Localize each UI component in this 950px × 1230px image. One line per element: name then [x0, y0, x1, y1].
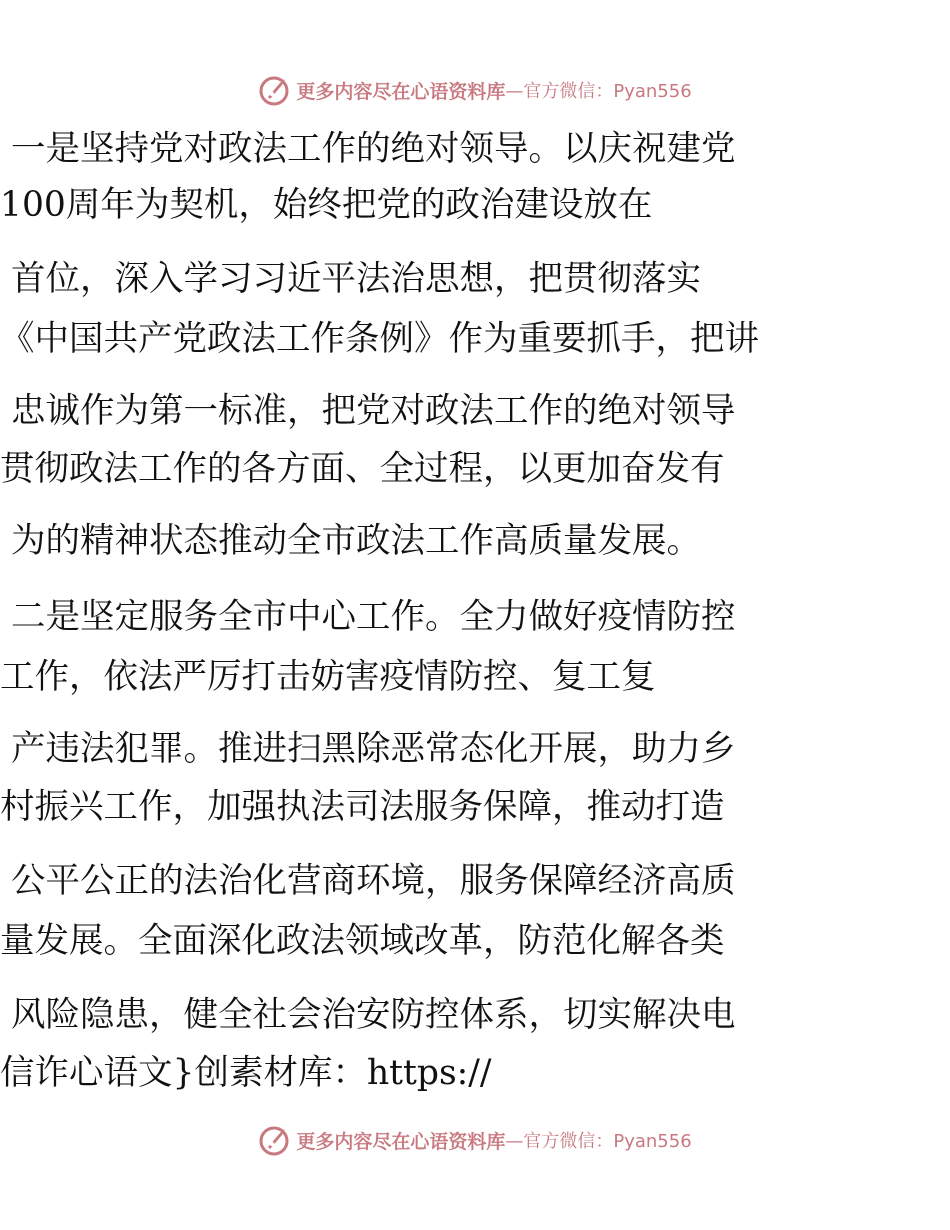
body-line: 工作，依法严厉打击妨害疫情防控、复工复	[0, 657, 656, 697]
footer-watermark-banner	[0, 1122, 950, 1158]
banner-lead-text: 更多内容尽在心语资料库	[296, 80, 506, 103]
body-line: 为的精神状态推动全市政法工作高质量发展。	[0, 521, 701, 561]
body-line: 信诈心语文}创素材库：https://	[0, 1053, 492, 1093]
body-line: 公平公正的法治化营商环境，服务保障经济高质	[0, 861, 736, 901]
body-line: 一是坚持党对政法工作的绝对领导。以庆祝建党	[0, 129, 736, 169]
body-line: 量发展。全面深化政法领域改革，防范化解各类	[0, 921, 725, 961]
body-line: 产违法犯罪。推进扫黑除恶常态化开展，助力乡	[0, 729, 736, 769]
banner-wechat-text: —官方微信：Pyan556	[505, 81, 692, 102]
banner-lead-text: 更多内容尽在心语资料库	[296, 1130, 506, 1153]
body-line: 风险隐患，健全社会治安防控体系，切实解决电	[0, 995, 736, 1035]
body-line: 《中国共产党政法工作条例》作为重要抓手，把讲	[0, 319, 759, 359]
body-line: 村振兴工作，加强执法司法服务保障，推动打造	[0, 787, 725, 827]
pen-nib-logo-icon	[258, 1123, 292, 1157]
banner-wechat-text: —官方微信：Pyan556	[505, 1131, 692, 1152]
body-line: 忠诚作为第一标准，把党对政法工作的绝对领导	[0, 391, 736, 431]
body-line: 贯彻政法工作的各方面、全过程，以更加奋发有	[0, 449, 725, 489]
body-line: 首位，深入学习习近平法治思想，把贯彻落实	[0, 259, 701, 299]
body-line: 100周年为契机，始终把党的政治建设放在	[0, 185, 653, 225]
body-line: 二是坚定服务全市中心工作。全力做好疫情防控	[0, 597, 736, 637]
